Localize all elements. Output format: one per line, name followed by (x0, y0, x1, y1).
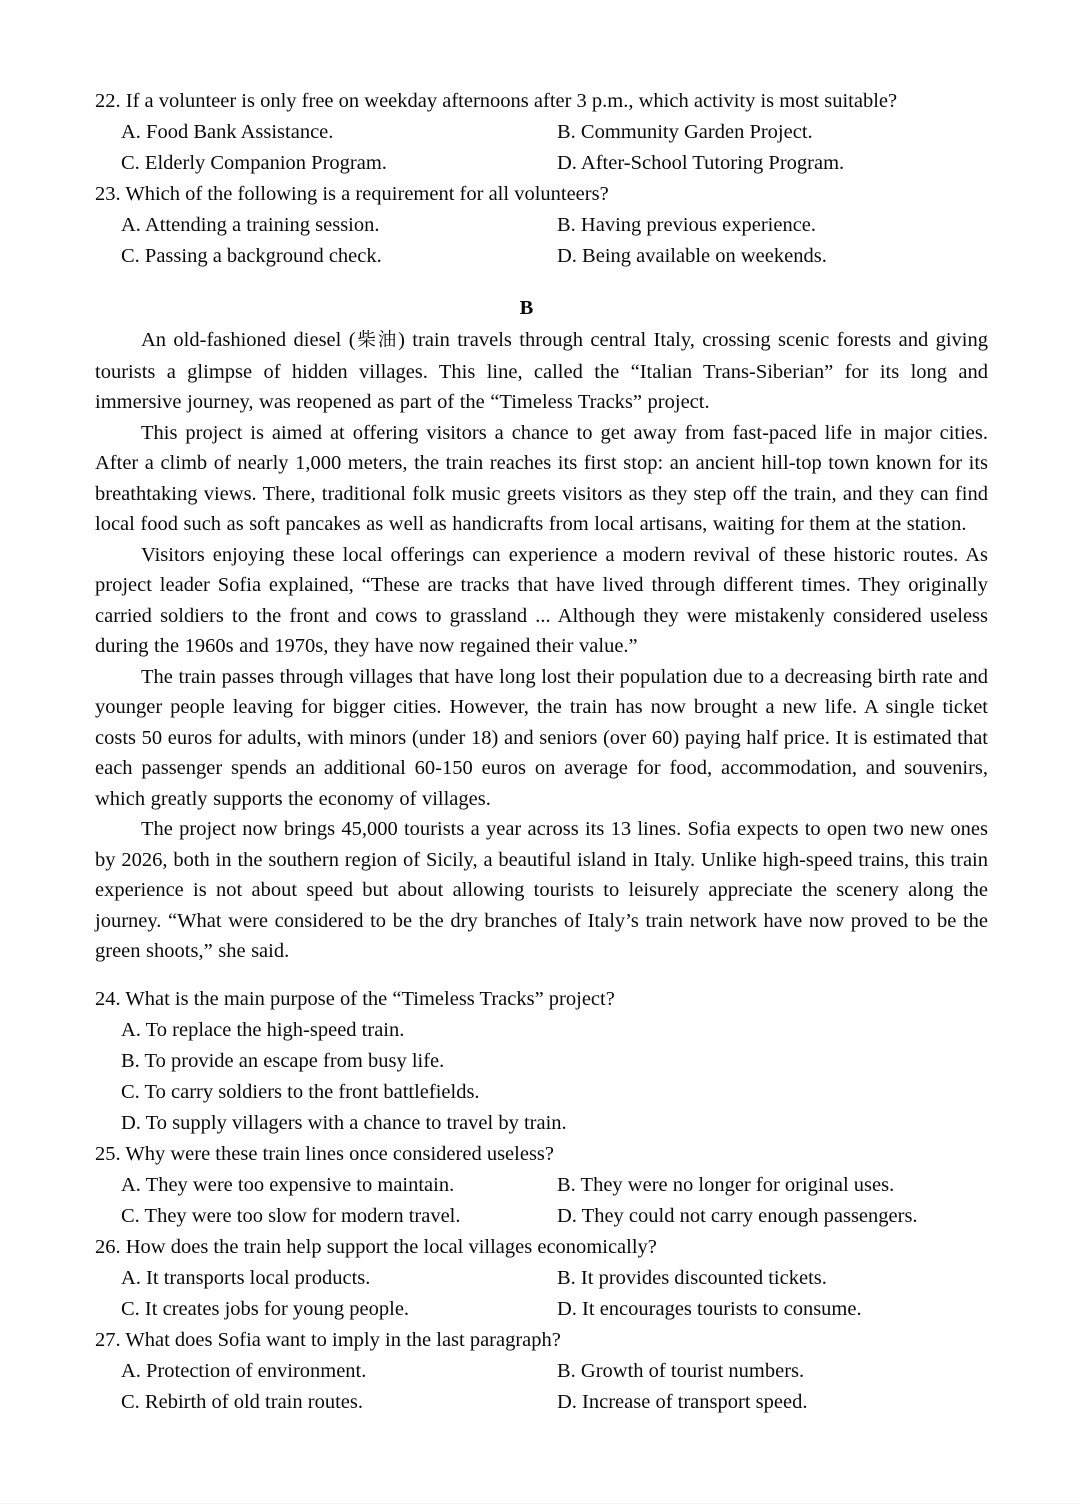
question-26-option-d[interactable]: D. It encourages tourists to consume. (557, 1297, 862, 1320)
question-24-option-d[interactable]: D. To supply villagers with a chance to travel by train. (121, 1111, 567, 1134)
question-23-option-a[interactable]: A. Attending a training session. (121, 214, 380, 236)
chinese-gloss: 柴油 (355, 330, 399, 351)
question-25 (95, 1139, 988, 1232)
question-27-option-a[interactable]: A. Protection of environment. (121, 1359, 367, 1382)
passage-paragraph-4: The train passes through villages that have long lost their population due to a decreasing birth rate and younger people leaving for bigger cities. However, the train has now brought a new life. A single ticket costs 50 euros for adults, with minors (under 18) and seniors (over 60) paying half price. It is estimated that each passenger spends an additional 60-150 euros on average for food, accommodation, and souvenirs, which greatly supports the economy of villages. (95, 665, 988, 810)
question-25-option-d[interactable]: D. They could not carry enough passengers. (557, 1204, 918, 1227)
question-22-stem: 22. If a volunteer is only free on weekday afternoons after 3 p.m., which activity is most suitable? (95, 90, 898, 112)
question-26-stem: 26. How does the train help support the local villages economically? (95, 1235, 657, 1258)
question-27 (95, 1325, 988, 1418)
question-25-option-a[interactable]: A. They were too expensive to maintain. (121, 1173, 455, 1196)
page-bottom-rule (0, 1503, 1080, 1504)
question-23-options-row-2 (95, 241, 988, 272)
reading-passage (95, 325, 988, 967)
question-26-option-a[interactable]: A. It transports local products. (121, 1266, 371, 1289)
passage-paragraph-1: An old-fashioned diesel (柴油) train travels through central Italy, crossing scenic forests and giving tourists a glimpse of hidden villages. This line, called the “Italian Trans-Siberian” for its long and immersive journey, was reopened as part of the “Timeless Tracks” project. (95, 329, 988, 413)
question-25-stem: 25. Why were these train lines once considered useless? (95, 1142, 555, 1165)
question-22-options-row-2 (95, 148, 988, 179)
question-22-option-c[interactable]: C. Elderly Companion Program. (121, 152, 387, 174)
question-27-stem: 27. What does Sofia want to imply in the last paragraph? (95, 1328, 561, 1351)
passage-paragraph-2: This project is aimed at offering visitors a chance to get away from fast-paced life in major cities. After a climb of nearly 1,000 meters, the train reaches its first stop: an ancient hill-top town known for its breathtaking views. There, traditional folk music greets visitors as they step off the train, and they can find local food such as soft pancakes as well as handicrafts from local artisans, waiting for them at the station. (95, 421, 988, 535)
question-23 (95, 179, 988, 272)
question-23-option-d[interactable]: D. Being available on weekends. (557, 245, 827, 267)
question-27-option-b[interactable]: B. Growth of tourist numbers. (557, 1359, 805, 1382)
question-25-option-c[interactable]: C. They were too slow for modern travel. (121, 1204, 461, 1227)
passage-paragraph-5: The project now brings 45,000 tourists a year across its 13 lines. Sofia expects to open two new ones by 2026, both in the southern region of Sicily, a beautiful island in Italy. Unlike high-speed trains, this train experience is not about speed but about allowing tourists to leisurely appreciate the scenery along the journey. “What were considered to be the dry branches of Italy’s train network have now proved to be the green shoots,” she said. (95, 818, 988, 962)
question-26-options-row-2 (95, 1294, 988, 1325)
question-26-option-c[interactable]: C. It creates jobs for young people. (121, 1297, 410, 1320)
question-22-options-row-1 (95, 117, 988, 148)
page-content (95, 86, 988, 1418)
question-25-options-row-2 (95, 1201, 988, 1232)
question-23-stem: 23. Which of the following is a requirement for all volunteers? (95, 183, 609, 205)
question-26-option-b[interactable]: B. It provides discounted tickets. (557, 1266, 827, 1289)
question-22-option-b[interactable]: B. Community Garden Project. (557, 121, 813, 143)
question-24-option-b[interactable]: B. To provide an escape from busy life. (121, 1049, 445, 1072)
question-26 (95, 1232, 988, 1325)
question-22 (95, 86, 988, 179)
question-27-options-row-1 (95, 1356, 988, 1387)
question-27-option-d[interactable]: D. Increase of transport speed. (557, 1390, 808, 1413)
question-23-option-b[interactable]: B. Having previous experience. (557, 214, 817, 236)
spacer-before-question-24 (95, 967, 988, 984)
passage-paragraph-3: Visitors enjoying these local offerings can experience a modern revival of these historic routes. As project leader Sofia explained, “These are tracks that have lived through different times. They originally carried soldiers to the front and cows to grassland ... Although they were mistakenly considered useless during the 1960s and 1970s, they have now regained their value.” (95, 543, 988, 657)
question-22-option-d[interactable]: D. After-School Tutoring Program. (557, 152, 845, 174)
question-22-option-a[interactable]: A. Food Bank Assistance. (121, 121, 334, 143)
question-24-stem: 24. What is the main purpose of the “Timeless Tracks” project? (95, 987, 615, 1010)
question-23-options-row-1 (95, 210, 988, 241)
question-24-option-a[interactable]: A. To replace the high-speed train. (121, 1018, 405, 1041)
question-27-options-row-2 (95, 1387, 988, 1418)
question-27-option-c[interactable]: C. Rebirth of old train routes. (121, 1390, 363, 1413)
question-24-option-c[interactable]: C. To carry soldiers to the front battlefields. (121, 1080, 480, 1103)
question-26-options-row-1 (95, 1263, 988, 1294)
question-25-option-b[interactable]: B. They were no longer for original uses. (557, 1173, 895, 1196)
question-25-options-row-1 (95, 1170, 988, 1201)
question-24 (95, 984, 988, 1139)
section-heading-b: B (519, 297, 534, 319)
question-23-option-c[interactable]: C. Passing a background check. (121, 245, 382, 267)
